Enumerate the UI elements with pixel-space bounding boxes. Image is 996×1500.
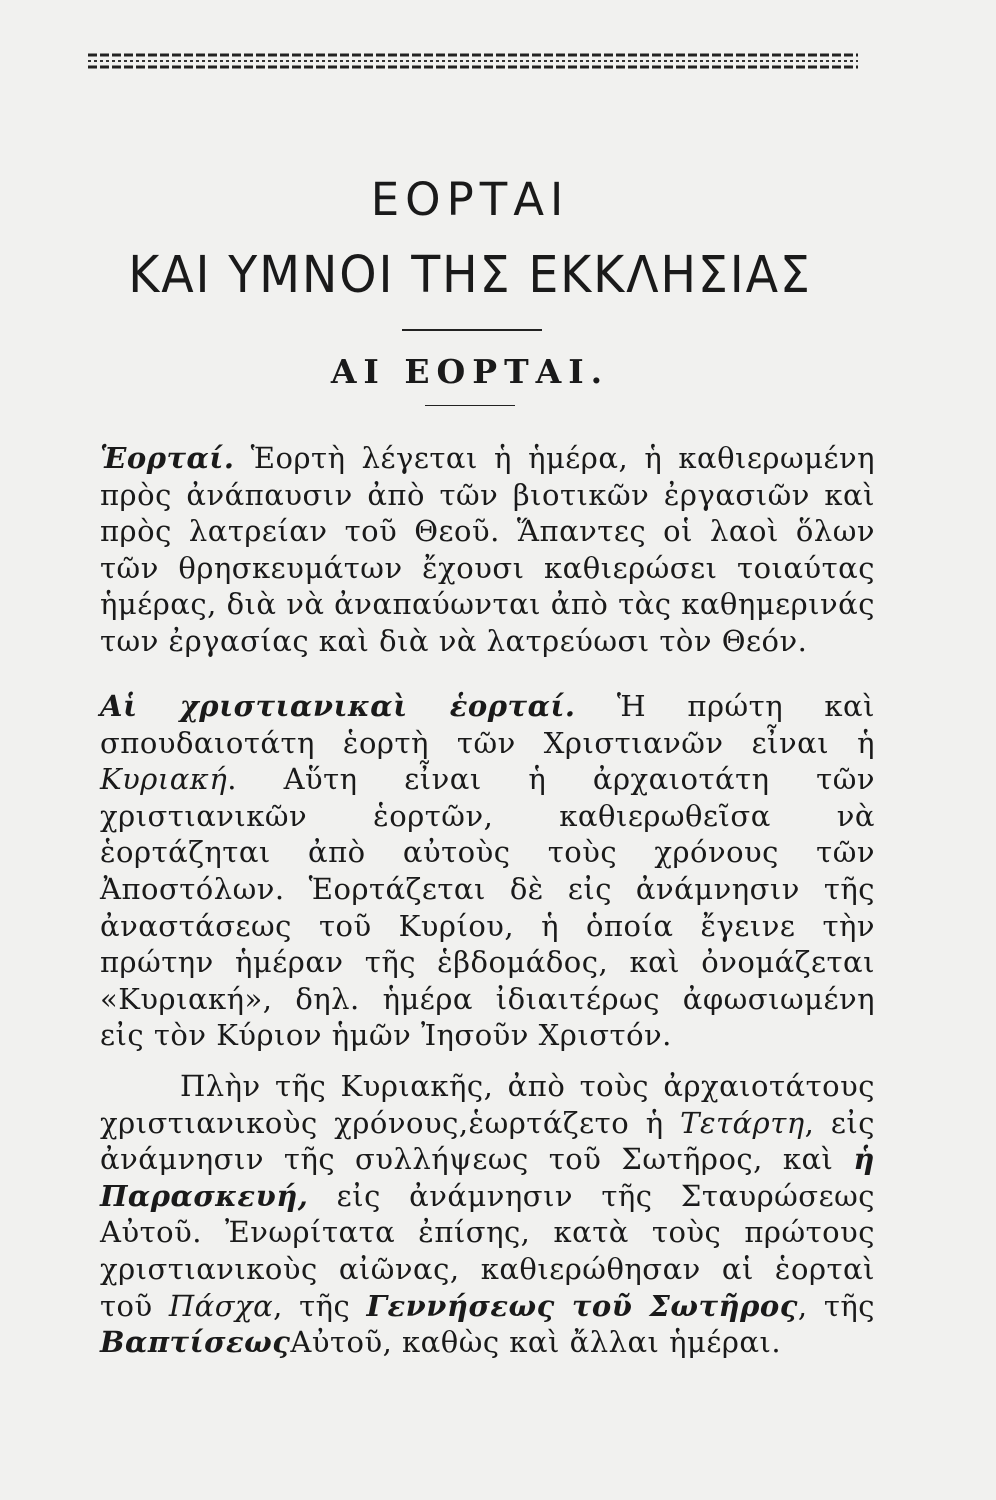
paragraph-lead: Αἱ χριστιανικαὶ ἑορταί. xyxy=(100,689,576,723)
emphasis-baptism: Βαπτίσεως xyxy=(100,1325,291,1360)
paragraph-christian-feasts xyxy=(100,688,875,1054)
emphasis-easter: Πάσχα xyxy=(168,1288,274,1323)
paragraph-other-feasts xyxy=(100,1068,875,1361)
paragraph-text: Πλὴν τῆς Κυριακῆς, ἀπὸ τοὺς ἀρχαιοτάτους χριστιανικοὺς χρόνους,ἑωρτάζετο ἡ xyxy=(100,1069,875,1140)
paragraph-text: εἰς ἀνάμνησιν τῆς Σταυρώσεως Αὐτοῦ. Ἐνωρίτατα ἐπίσης, κατὰ τοὺς πρώτους χριστιανικοὺς αἰῶνας, καθιερώθησαν αἱ ἑορταὶ τοῦ xyxy=(100,1178,875,1323)
section-heading: ΑΙ ΕΟΡΤΑΙ. xyxy=(330,352,610,391)
page-title-line2: ΚΑΙ ΥΜΝΟΙ ΤΗΣ ΕΚΚΛΗΣΙΑΣ xyxy=(128,246,812,305)
paragraph-text: , τῆς xyxy=(273,1288,367,1323)
paragraph-lead: Ἑορταί. xyxy=(100,441,235,475)
divider-rule-small xyxy=(425,405,515,406)
emphasis-nativity: Γεννήσεως τοῦ Σωτῆρος xyxy=(366,1288,798,1323)
paragraph-text: Αὐτοῦ, καθὼς καὶ ἄλλαι ἡμέραι. xyxy=(290,1325,782,1360)
decorative-border xyxy=(88,50,858,72)
page-title-line1: ΕΟΡΤΑΙ xyxy=(370,173,570,226)
paragraph-text: . Αὕτη εἶναι ἡ ἀρχαιοτάτη τῶν χριστιανικῶν ἑορτῶν, καθιερωθεῖσα νὰ ἑορτάζηται ἀπὸ αὐτοὺς τοὺς χρόνους τῶν Ἀποστόλων. Ἑορτάζεται δὲ εἰς ἀνάμνησιν τῆς ἀναστάσεως τοῦ Κυρίου, ἡ ὁποία ἔγεινε τὴν πρώτην ἡμέραν τῆς ἑβδομάδος, καὶ ὀνομάζεται «Κυριακή», δηλ. ἡμέρα ἰδιαιτέρως ἀφωσιωμένη εἰς τὸν Κύριον ἡμῶν Ἰησοῦν Χριστόν. xyxy=(100,762,875,1053)
emphasis-friday: ἡ Παρασκευή, xyxy=(100,1142,875,1213)
divider-rule xyxy=(402,329,542,331)
paragraph-text: , τῆς xyxy=(797,1288,875,1323)
emphasis-sunday: Κυριακή xyxy=(100,762,228,797)
paragraph-text: , εἰς ἀνάμνησιν τῆς συλλήψεως τοῦ Σωτῆρος, καὶ xyxy=(100,1105,875,1177)
paragraph-text: Ἡ πρώτη καὶ σπουδαιοτάτη ἑορτὴ τῶν Χριστιανῶν εἶναι ἡ xyxy=(100,689,875,760)
emphasis-wednesday: Τετάρτη xyxy=(680,1105,805,1140)
paragraph-feasts xyxy=(100,440,875,660)
paragraph-text: Ἑορτὴ λέγεται ἡ ἡμέρα, ἡ καθιερωμένη πρὸς ἀνάπαυσιν ἀπὸ τῶν βιοτικῶν ἐργασιῶν καὶ πρὸς λατρείαν τοῦ Θεοῦ. Ἅπαντες οἱ λαοὶ ὅλων τῶν θρησκευμάτων ἔχουσι καθιερώσει τοιαύτας ἡμέρας, διὰ νὰ ἀναπαύωνται ἀπὸ τὰς καθημερινάς των ἐργασίας καὶ διὰ νὰ λατρεύωσι τὸν Θεόν. xyxy=(100,441,875,658)
